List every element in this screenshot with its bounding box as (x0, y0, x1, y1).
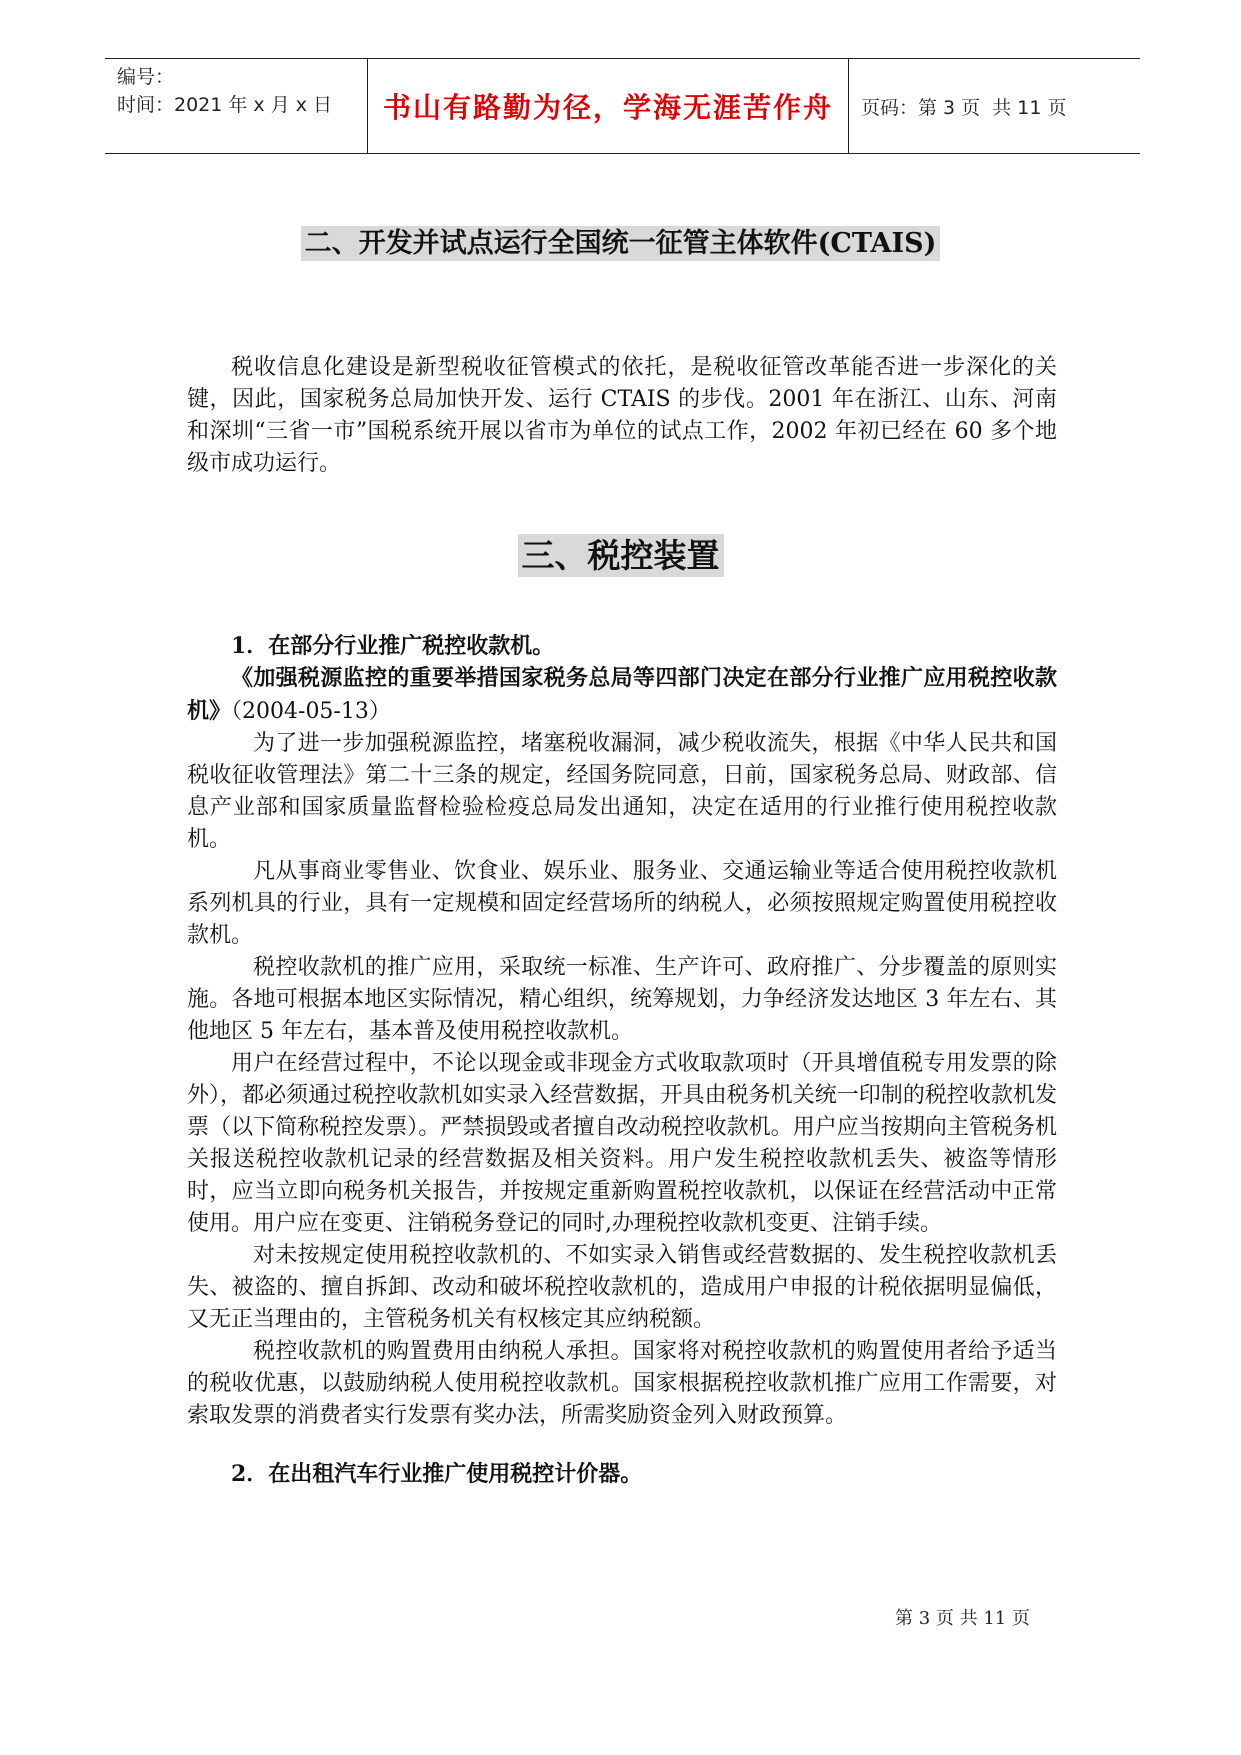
body-paragraph: 凡从事商业零售业、饮食业、娱乐业、服务业、交通运输业等适合使用税控收款机系列机具的行业，具有一定规模和固定经营场所的纳税人，必须按照规定购置使用税控收款机。 (187, 859, 1057, 948)
header-page-info (861, 59, 1067, 153)
header-motto: 书山有路勤为径，学海无涯苦作舟 (367, 59, 849, 153)
header-page-label: 页码：第 3 页 共 11 页 (861, 96, 1067, 119)
page-footer: 第 3 页 共 11 页 (895, 1608, 1030, 1629)
body-paragraph: 税控收款机的购置费用由纳税人承担。国家将对税控收款机的购置使用者给予适当的税收优惠，以鼓励纳税人使用税控收款机。国家根据税控收款机推广应用工作需要，对索取发票的消费者实行发票有奖办法，所需奖励资金列入财政预算。 (187, 1339, 1057, 1428)
body-paragraph: 用户在经营过程中，不论以现金或非现金方式收取款项时（开具增值税专用发票的除外），都必须通过税控收款机如实录入经营数据，开具由税务机关统一印制的税控收款机发票（以下简称税控发票）。严禁损毁或者擅自改动税控收款机。用户应当按期向主管税务机关报送税控收款机记录的经营数据及相关资料。用户发生税控收款机丢失、被盗等情形时，应当立即向税务机关报告，并按规定重新购置税控收款机，以保证在经营活动中正常使用。用户应在变更、注销税务登记的同时,办理税控收款机变更、注销手续。 (187, 1051, 1057, 1236)
document-time-label: 时间：2021 年 x 月 x 日 (117, 94, 333, 116)
item-1-heading: 1．在部分行业推广税控收款机。 (231, 633, 555, 659)
page-header (105, 58, 1140, 154)
section-2-title-text: 二、开发并试点运行全国统一征管主体软件(CTAIS) (301, 226, 941, 261)
section-2-paragraph: 税收信息化建设是新型税收征管模式的依托，是税收征管改革能否进一步深化的关键，因此，国家税务总局加快开发、运行 CTAIS 的步伐。2001 年在浙江、山东、河南和深圳“三省一市”国税系统开展以省市为单位的试点工作，2002 年初已经在 60 多个地级市成功运行。 (187, 355, 1057, 476)
body-paragraph: 为了进一步加强税源监控，堵塞税收漏洞，减少税收流失，根据《中华人民共和国税收征收管理法》第二十三条的规定，经国务院同意，日前，国家税务总局、财政部、信息产业部和国家质量监督检验检疫总局发出通知，决定在适用的行业推行使用税控收款机。 (187, 731, 1057, 852)
body-paragraph: 税控收款机的推广应用，采取统一标准、生产许可、政府推广、分步覆盖的原则实施。各地可根据本地区实际情况，精心组织，统筹规划，力争经济发达地区 3 年左右、其他地区 5 年左右，基本普及使用税控收款机。 (187, 955, 1057, 1044)
header-meta (117, 63, 367, 119)
document-number-label: 编号： (117, 66, 175, 88)
item-2-heading: 2．在出租汽车行业推广使用税控计价器。 (231, 1461, 643, 1487)
section-3-body (187, 630, 1057, 1490)
section-3-title-text: 三、税控装置 (518, 534, 724, 577)
section-3-title (0, 530, 1241, 577)
section-2-body (187, 352, 1057, 480)
section-2-title (0, 221, 1241, 260)
body-paragraph: 对未按规定使用税控收款机的、不如实录入销售或经营数据的、发生税控收款机丢失、被盗的、擅自拆卸、改动和破坏税控收款机的，造成用户申报的计税依据明显偏低，又无正当理由的，主管税务机关有权核定其应纳税额。 (187, 1243, 1057, 1332)
article-title: 《加强税源监控的重要举措国家税务总局等四部门决定在部分行业推广应用税控收款机》 (187, 665, 1057, 724)
article-citation (187, 662, 1057, 728)
article-date: （2004-05-13） (231, 699, 391, 724)
